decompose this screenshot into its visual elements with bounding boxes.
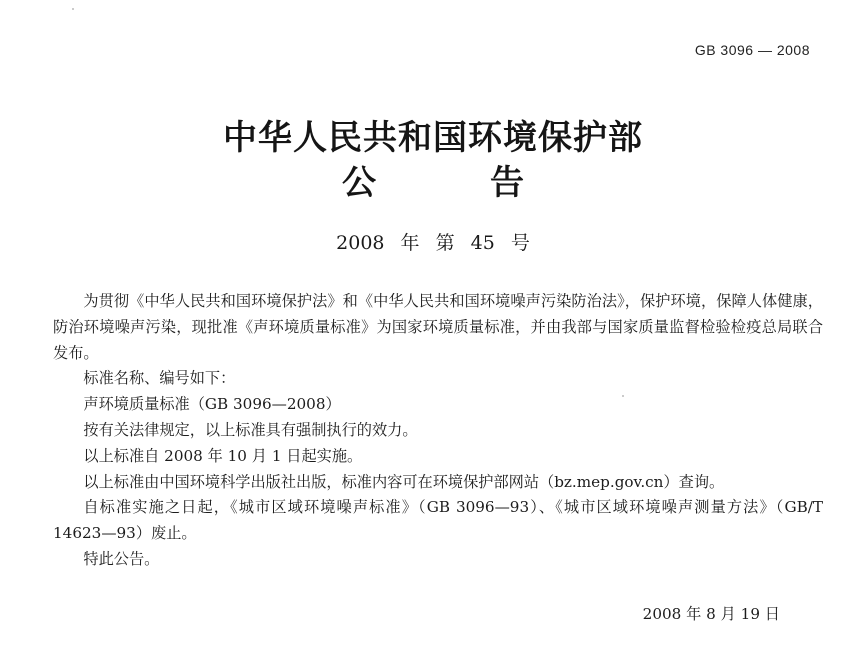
announcement-body [53, 289, 823, 573]
paragraph-closing: 特此公告。 [83, 549, 160, 568]
paragraph-publication: 以上标准由中国环境科学出版社出版，标准内容可在环境保护部网站（bz.mep.gov.cn）查询。 [83, 472, 725, 491]
ministry-title: 中华人民共和国环境保护部 [223, 118, 643, 158]
issue-year: 2008 年 [336, 232, 420, 254]
paragraph-repeal: 自标准实施之日起，《城市区域环境噪声标准》（GB 3096—93）、《城市区域环境噪声测量方法》（GB/T 14623—93）废止。 [53, 498, 823, 543]
issue-number [0, 228, 866, 255]
paragraph-standard-name: 声环境质量标准（GB 3096—2008） [83, 395, 341, 414]
notice-title: 公告 [342, 163, 638, 203]
paragraph-legal-effect: 按有关法律规定，以上标准具有强制执行的效力。 [83, 420, 418, 439]
paragraph-standard-intro: 标准名称、编号如下： [83, 369, 236, 388]
signing-date: 2008 年 8 月 19 日 [642, 605, 780, 623]
issue-sequence: 第 45 号 [435, 232, 530, 254]
scan-speck [622, 395, 624, 397]
paragraph-purpose: 为贯彻《中华人民共和国环境保护法》和《中华人民共和国环境噪声污染防治法》，保护环境，保障人体健康，防治环境噪声污染，现批准《声环境质量标准》为国家环境质量标准，并由我部与国家质量监督检验检疫总局联合发布。 [53, 292, 823, 362]
paragraph-effective-date: 以上标准自 2008 年 10 月 1 日起实施。 [83, 446, 363, 465]
standard-code: GB 3096 — 2008 [694, 42, 810, 58]
scan-speck [72, 8, 74, 10]
